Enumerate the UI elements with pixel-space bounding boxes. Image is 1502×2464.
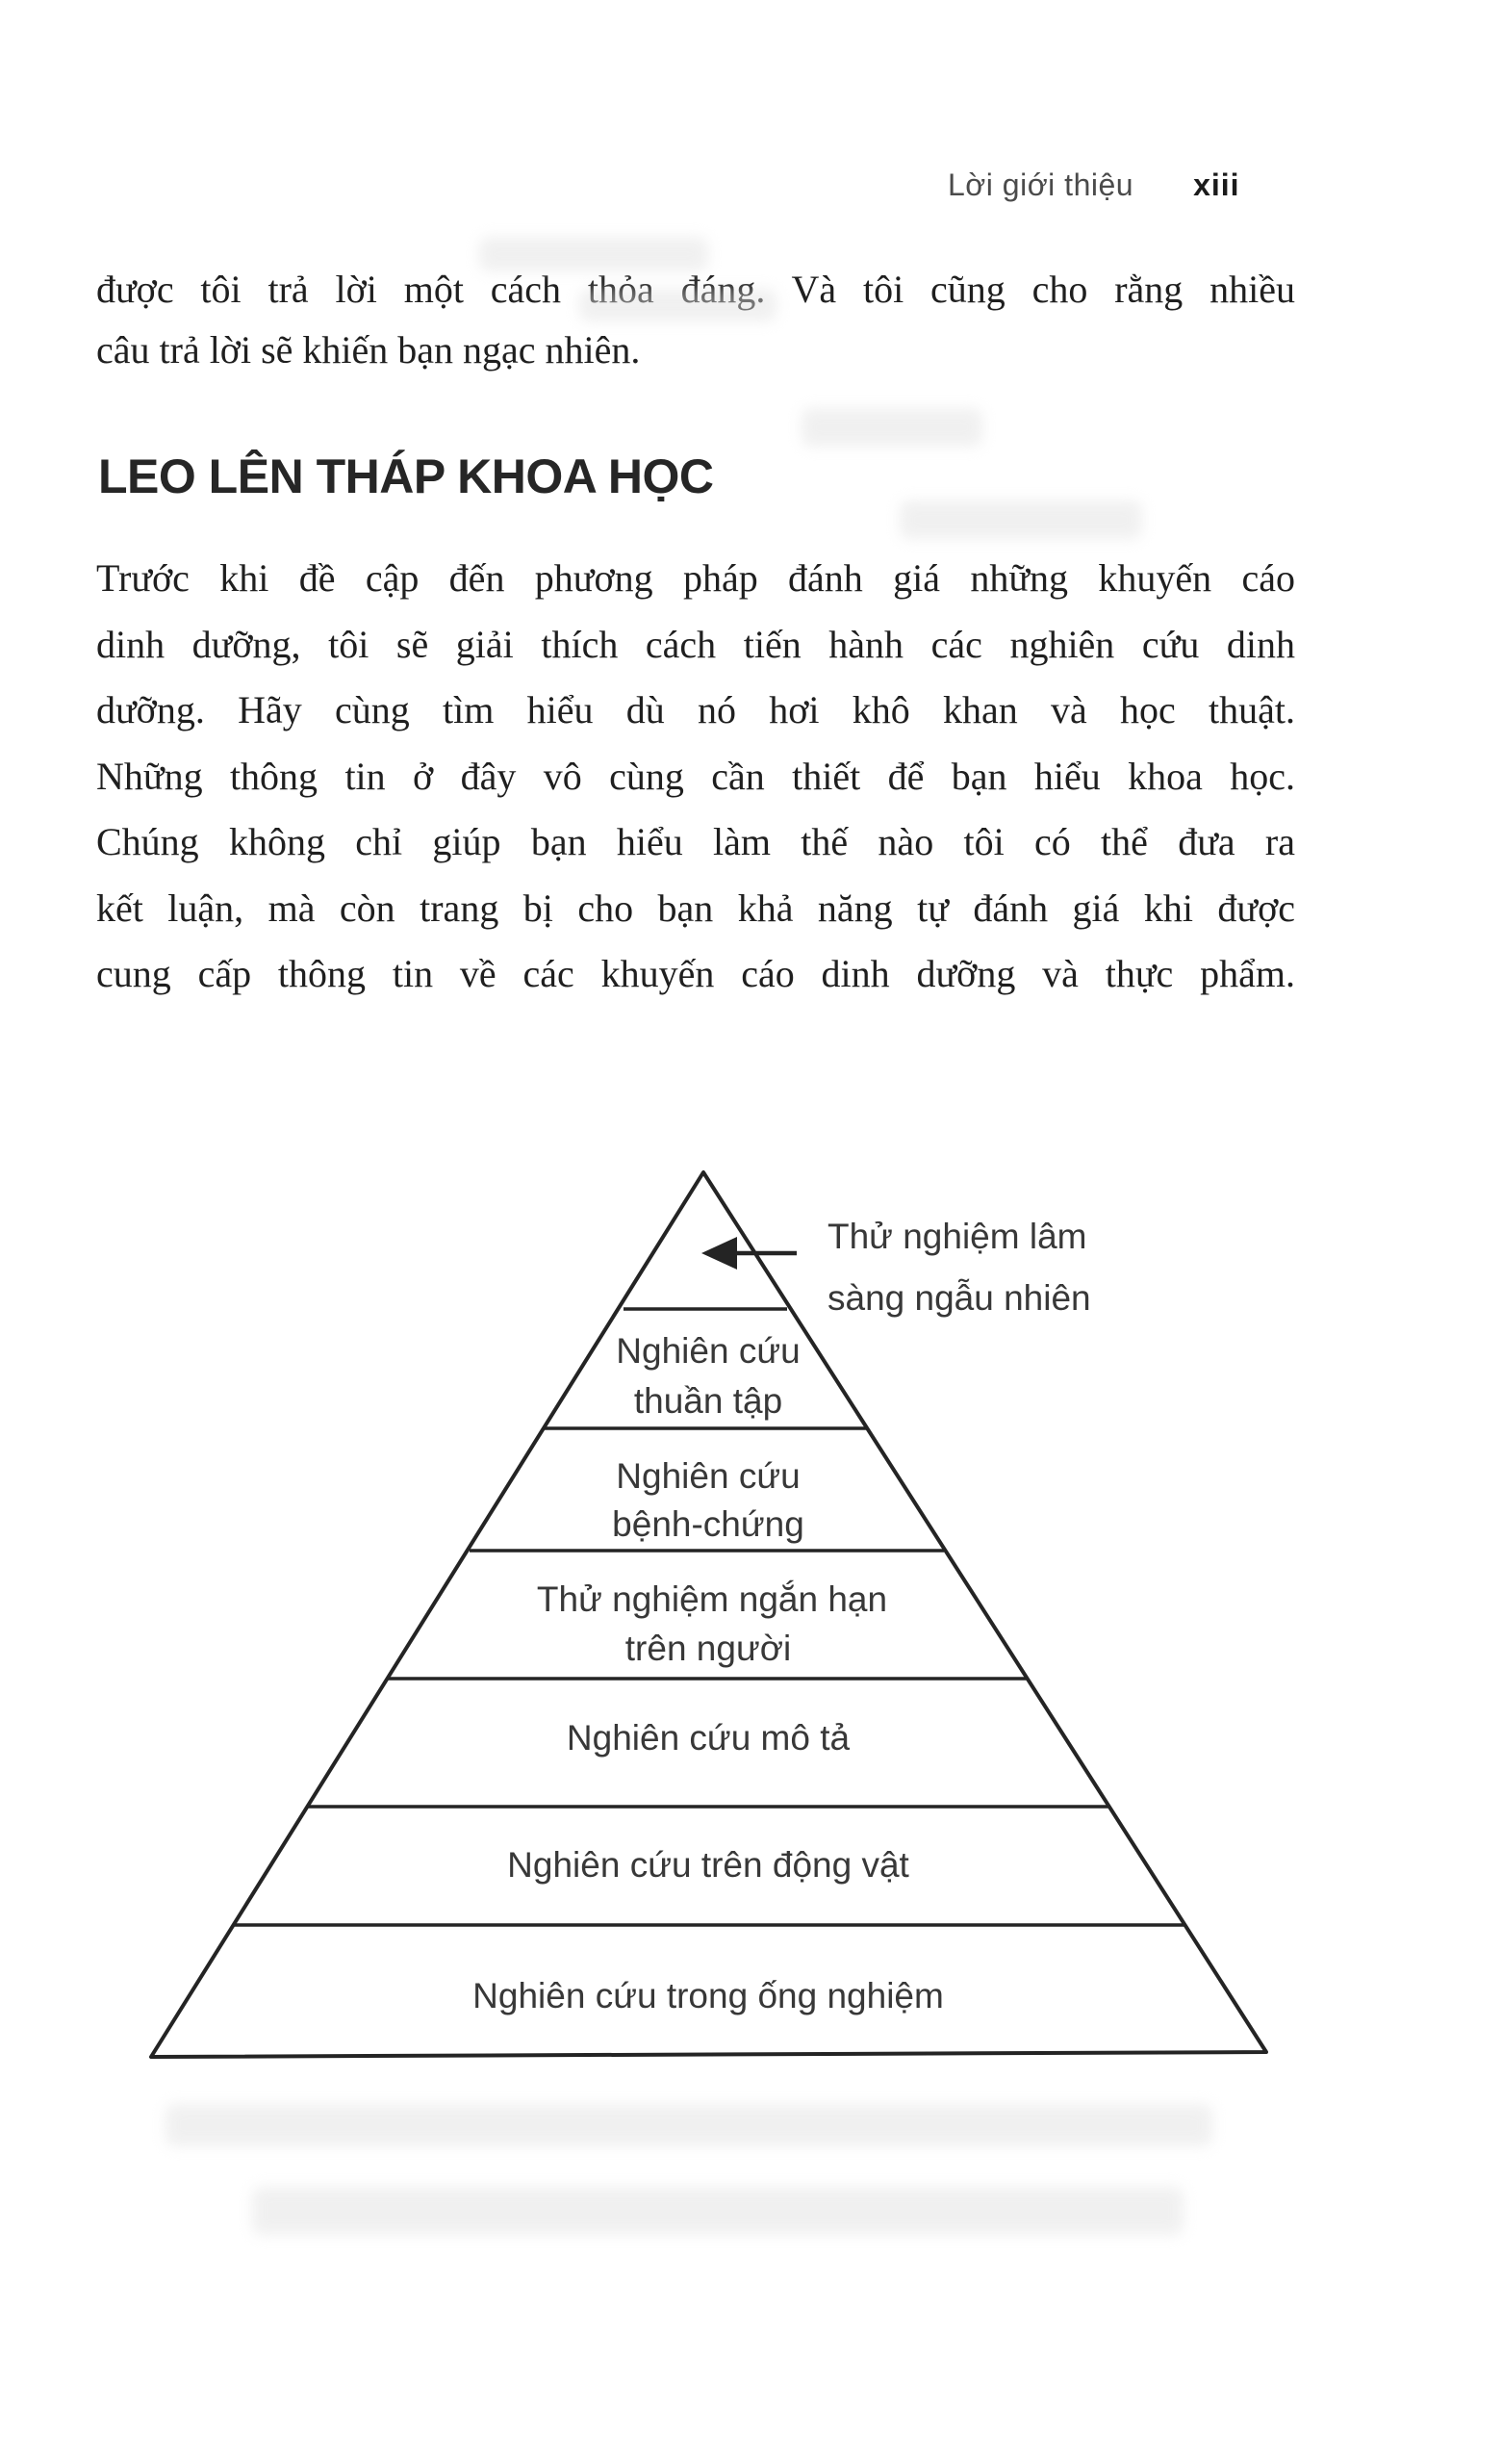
pyramid-level-label: Thử nghiệm ngắn hạn: [536, 1579, 888, 1619]
running-header-title: Lời giới thiệu: [948, 167, 1134, 202]
body-paragraph-line: dinh dưỡng, tôi sẽ giải thích cách tiến hành các nghiên cứu dinh: [96, 623, 1295, 666]
pyramid-level-label: Nghiên cứu trên động vật: [507, 1845, 909, 1885]
running-header: [948, 169, 1240, 200]
pyramid-level-label: Nghiên cứu mô tả: [566, 1718, 851, 1758]
ink-bleed-smudge: [802, 408, 982, 447]
body-paragraph-line: kết luận, mà còn trang bị cho bạn khả năng tự đánh giá khi được: [96, 886, 1295, 930]
ink-bleed-smudge: [252, 2187, 1184, 2235]
pyramid-level-label: trên người: [624, 1629, 792, 1668]
ink-bleed-smudge: [900, 500, 1142, 539]
body-paragraph-line: Trước khi đề cập đến phương pháp đánh giá những khuyến cáo: [96, 556, 1295, 600]
body-paragraph-line: Những thông tin ở đây vô cùng cần thiết để bạn hiểu khoa học.: [96, 755, 1295, 798]
pyramid-level-label: thuần tập: [633, 1381, 783, 1421]
science-pyramid-diagram: [0, 1107, 1502, 2079]
pyramid-level-label: Nghiên cứu: [616, 1331, 801, 1371]
intro-paragraph-line: câu trả lời sẽ khiến bạn ngạc nhiên.: [96, 328, 641, 372]
ink-bleed-smudge: [165, 2104, 1212, 2146]
pyramid-apex-callout-label: sàng ngẫu nhiên: [827, 1278, 1091, 1318]
body-paragraph-line: cung cấp thông tin về các khuyến cáo dinh dưỡng và thực phẩm.: [96, 952, 1295, 995]
pyramid-apex-callout-label: Thử nghiệm lâm: [827, 1217, 1087, 1256]
pyramid-level-label: Nghiên cứu trong ống nghiệm: [472, 1976, 944, 2015]
body-paragraph-line: dưỡng. Hãy cùng tìm hiểu dù nó hơi khô khan và học thuật.: [96, 688, 1295, 732]
intro-paragraph-line: được tôi trả lời một cách thỏa đáng. Và tôi cũng cho rằng nhiều: [96, 268, 1295, 311]
body-paragraph-line: Chúng không chỉ giúp bạn hiểu làm thế nào tôi có thể đưa ra: [96, 820, 1295, 863]
page-number: xiii: [1193, 167, 1240, 202]
pyramid-level-label: Nghiên cứu: [616, 1456, 801, 1496]
section-heading: LEO LÊN THÁP KHOA HỌC: [98, 449, 714, 503]
pyramid-level-label: bệnh-chứng: [612, 1504, 804, 1544]
